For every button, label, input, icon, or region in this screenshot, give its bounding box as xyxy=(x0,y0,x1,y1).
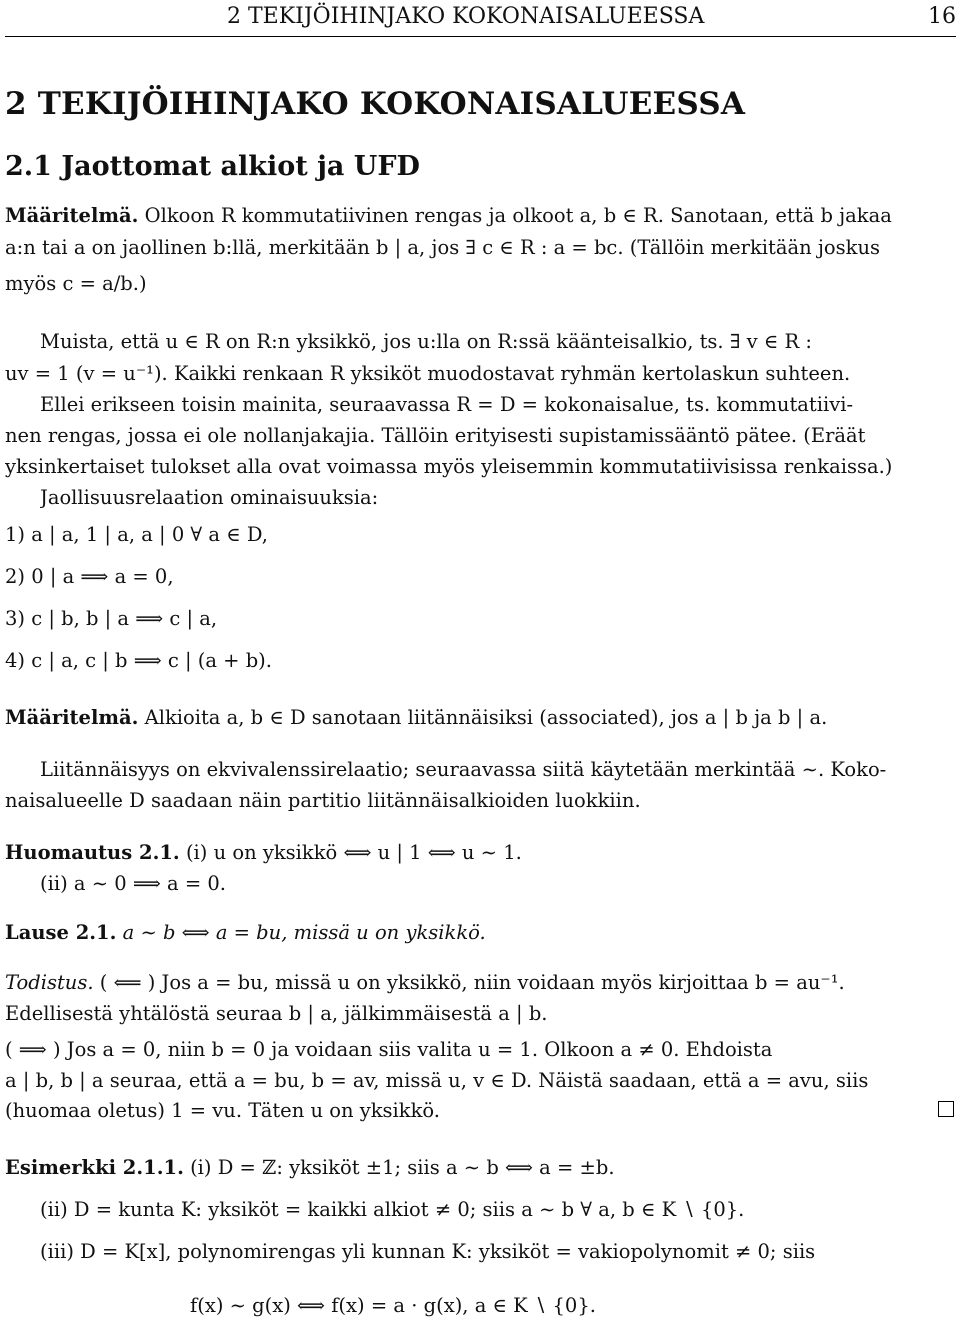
definition-2-text: Alkioita a, b ∈ D sanotaan liitännäisiksi (associated), jos a | b ja b | a. xyxy=(144,706,828,729)
paragraph-1-line-2: uv = 1 (v = u⁻¹). Kaikki renkaan R yksiköt muodostavat ryhmän kertolaskun suhteen. xyxy=(5,362,851,385)
header-rule xyxy=(5,36,956,37)
lemma-text: a ∼ b ⟺ a = bu, missä u on yksikkö. xyxy=(122,921,486,944)
definition-1-text-1: Olkoon R kommutatiivinen rengas ja olkoot a, b ∈ R. Sanotaan, että b jakaa xyxy=(144,204,892,227)
property-3: 3) c | b, b | a ⟹ c | a, xyxy=(5,607,218,630)
definition-2-label: Määritelmä. xyxy=(5,706,139,729)
example-line-1 xyxy=(5,1153,956,1183)
paragraph-2-line-3: yksinkertaiset tulokset alla ovat voimassa myös yleisemmin kommutatiivisissa renkaissa.) xyxy=(5,455,893,478)
proof-line-5: (huomaa oletus) 1 = vu. Täten u on yksikkö. xyxy=(5,1099,441,1122)
proof-text-1: ( ⟸ ) Jos a = bu, missä u on yksikkö, niin voidaan myös kirjoittaa b = au⁻¹. xyxy=(99,971,845,994)
definition-1-line-2: a:n tai a on jaollinen b:llä, merkitään b | a, jos ∃ c ∈ R : a = bc. (Tällöin merkitään joskus xyxy=(5,236,881,259)
example-display-equation: f(x) ∼ g(x) ⟺ f(x) = a · g(x), a ∈ K ∖ {0}. xyxy=(190,1294,596,1317)
running-title: 2 TEKIJÖIHINJAKO KOKONAISALUEESSA xyxy=(227,4,705,29)
page-number: 16 xyxy=(928,4,956,29)
property-1: 1) a | a, 1 | a, a | 0 ∀ a ∈ D, xyxy=(5,523,268,546)
property-2: 2) 0 | a ⟹ a = 0, xyxy=(5,565,174,588)
remark-line-1 xyxy=(5,838,956,868)
example-line-3: (iii) D = K[x], polynomirengas yli kunnan K: yksiköt = vakiopolynomit ≠ 0; siis xyxy=(40,1240,816,1263)
lemma xyxy=(5,918,956,948)
paragraph-3-line-2: naisalueelle D saadaan näin partitio liitännäisalkioiden luokkiin. xyxy=(5,789,641,812)
running-head xyxy=(5,2,956,32)
definition-1-label: Määritelmä. xyxy=(5,204,139,227)
example-text-1: (i) D = ℤ: yksiköt ±1; siis a ∼ b ⟺ a = ±b. xyxy=(190,1156,615,1179)
example-line-2: (ii) D = kunta K: yksiköt = kaikki alkiot ≠ 0; siis a ∼ b ∀ a, b ∈ K ∖ {0}. xyxy=(40,1198,745,1221)
proof-line-4: a | b, b | a seuraa, että a = bu, b = av, missä u, v ∈ D. Näistä saadaan, että a = avu, siis xyxy=(5,1069,869,1092)
proof-label: Todistus. xyxy=(5,971,94,994)
paragraph-2-line-4: Jaollisuusrelaation ominaisuuksia: xyxy=(40,486,379,509)
remark-line-2: (ii) a ∼ 0 ⟹ a = 0. xyxy=(40,872,226,895)
proof-line-2: Edellisestä yhtälöstä seuraa b | a, jälkimmäisestä a | b. xyxy=(5,1002,548,1025)
remark-label: Huomautus 2.1. xyxy=(5,841,180,864)
remark-text-1: (i) u on yksikkö ⟺ u | 1 ⟺ u ∼ 1. xyxy=(185,841,522,864)
lemma-label: Lause 2.1. xyxy=(5,921,117,944)
definition-2 xyxy=(5,703,956,733)
proof-line-1 xyxy=(5,968,956,998)
property-4: 4) c | a, c | b ⟹ c | (a + b). xyxy=(5,649,272,672)
qed-square-icon xyxy=(938,1101,954,1117)
subsection-title: 2.1 Jaottomat alkiot ja UFD xyxy=(5,151,420,182)
definition-1-line-1 xyxy=(5,201,956,231)
paragraph-3-line-1: Liitännäisyys on ekvivalenssirelaatio; seuraavassa siitä käytetään merkintää ∼. Koko- xyxy=(40,758,887,781)
paragraph-2-line-1: Ellei erikseen toisin mainita, seuraavassa R = D = kokonaisalue, ts. kommutatiivi- xyxy=(40,393,854,416)
paragraph-1-line-1: Muista, että u ∈ R on R:n yksikkö, jos u:lla on R:ssä käänteisalkio, ts. ∃ v ∈ R : xyxy=(40,330,812,353)
section-title: 2 TEKIJÖIHINJAKO KOKONAISALUEESSA xyxy=(5,86,746,122)
paragraph-2-line-2: nen rengas, jossa ei ole nollanjakajia. Tällöin erityisesti supistamissääntö pätee. (Eräät xyxy=(5,424,866,447)
definition-1-line-3: myös c = a/b.) xyxy=(5,272,147,295)
example-label: Esimerkki 2.1.1. xyxy=(5,1156,184,1179)
proof-line-3: ( ⟹ ) Jos a = 0, niin b = 0 ja voidaan siis valita u = 1. Olkoon a ≠ 0. Ehdoista xyxy=(5,1038,773,1061)
